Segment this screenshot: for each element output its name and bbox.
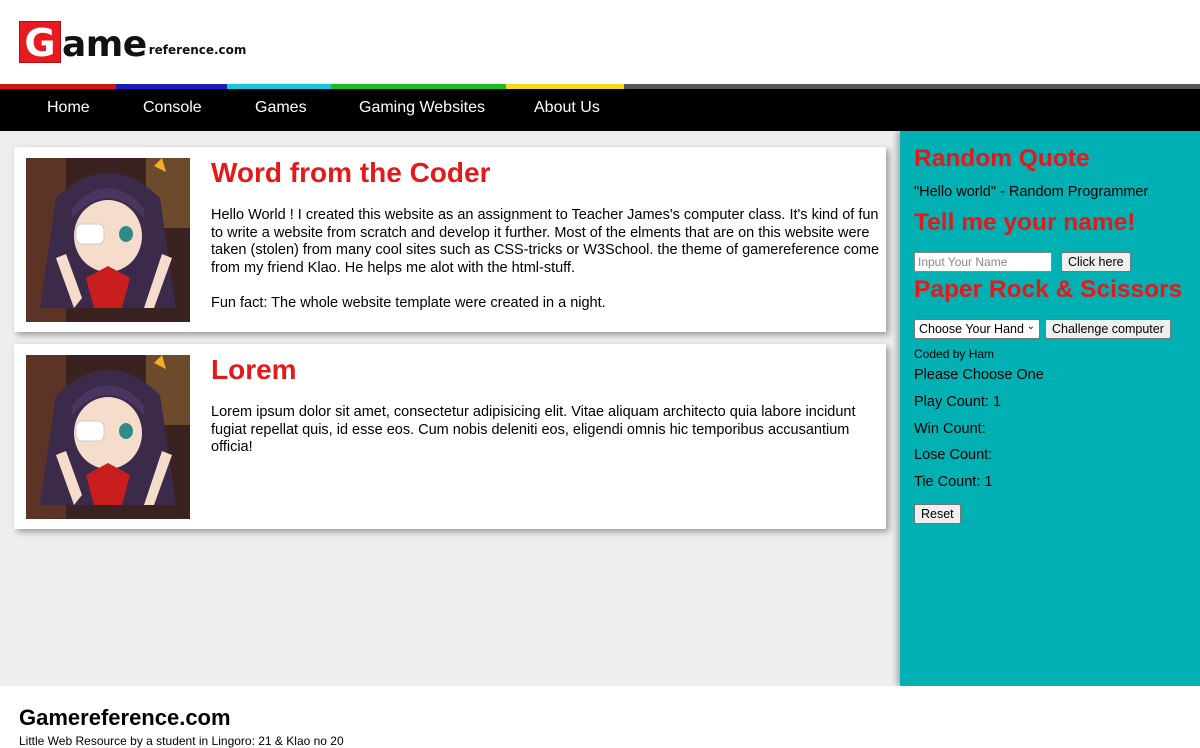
article-body [211, 404, 883, 457]
nav-console[interactable]: Console [143, 99, 202, 116]
article-paragraph: Fun fact: The whole website template were created in a night. [211, 294, 606, 311]
article-card [14, 147, 886, 332]
logo-domain: reference.com [148, 43, 247, 57]
lose-count: Lose Count: [914, 447, 993, 463]
nav-home[interactable]: Home [47, 99, 90, 116]
name-heading: Tell me your name! [914, 209, 1136, 236]
nav-about-us[interactable]: About Us [534, 99, 600, 116]
hand-select[interactable] [914, 319, 1040, 339]
click-here-button[interactable]: Click here [1061, 252, 1131, 272]
anime-thumbnail [26, 355, 190, 519]
main-nav [0, 89, 1200, 131]
article-body [211, 207, 883, 312]
logo-word: ame [62, 24, 147, 65]
footer-subtitle: Little Web Resource by a student in Lingoro: 21 & Klao no 20 [19, 734, 344, 748]
article-title: Lorem [211, 354, 297, 385]
anime-thumbnail [26, 158, 190, 322]
play-count: Play Count: 1 [914, 394, 1002, 410]
reset-button[interactable]: Reset [914, 504, 961, 524]
quote-text: "Hello world" - Random Programmer [914, 184, 1149, 200]
article-card [14, 344, 886, 529]
footer [0, 686, 1200, 748]
coded-by: Coded by Ham [914, 347, 995, 361]
challenge-button[interactable]: Challenge computer [1045, 319, 1171, 339]
logo-letter: G [19, 21, 61, 63]
nav-games[interactable]: Games [255, 99, 307, 116]
footer-title: Gamereference.com [19, 705, 231, 730]
header [0, 0, 1200, 84]
name-input[interactable] [914, 252, 1052, 272]
article-paragraph: Hello World ! I created this website as an assignment to Teacher James's computer class. It's kind of fun to write a website from scratch and develop it further. Most of the elments that are on this website were taken (stolen) from many cool sites such as CSS-tricks or W3School. the theme of gamereference come from my friend Klao. He helps me alot with the html-stuff. [211, 207, 880, 276]
hand-select-value: Choose Your Hand [919, 322, 1024, 336]
nav-gaming-websites[interactable]: Gaming Websites [359, 99, 485, 116]
win-count: Win Count: [914, 421, 986, 437]
chevron-down-icon: ⌄ [1026, 321, 1035, 332]
main-content [0, 131, 900, 686]
site-logo[interactable] [19, 21, 246, 63]
quote-heading: Random Quote [914, 145, 1090, 172]
rps-heading: Paper Rock & Scissors [914, 276, 1183, 303]
sidebar [900, 131, 1200, 686]
game-status: Please Choose One [914, 367, 1044, 383]
tie-count: Tie Count: 1 [914, 474, 993, 490]
article-title: Word from the Coder [211, 157, 491, 188]
article-paragraph: Lorem ipsum dolor sit amet, consectetur adipisicing elit. Vitae aliquam architecto quia labore incidunt fugiat repellat quis, id esse eos. Cum nobis deleniti eos, eligendi omnis hic temporibus accusantium officia! [211, 404, 856, 455]
